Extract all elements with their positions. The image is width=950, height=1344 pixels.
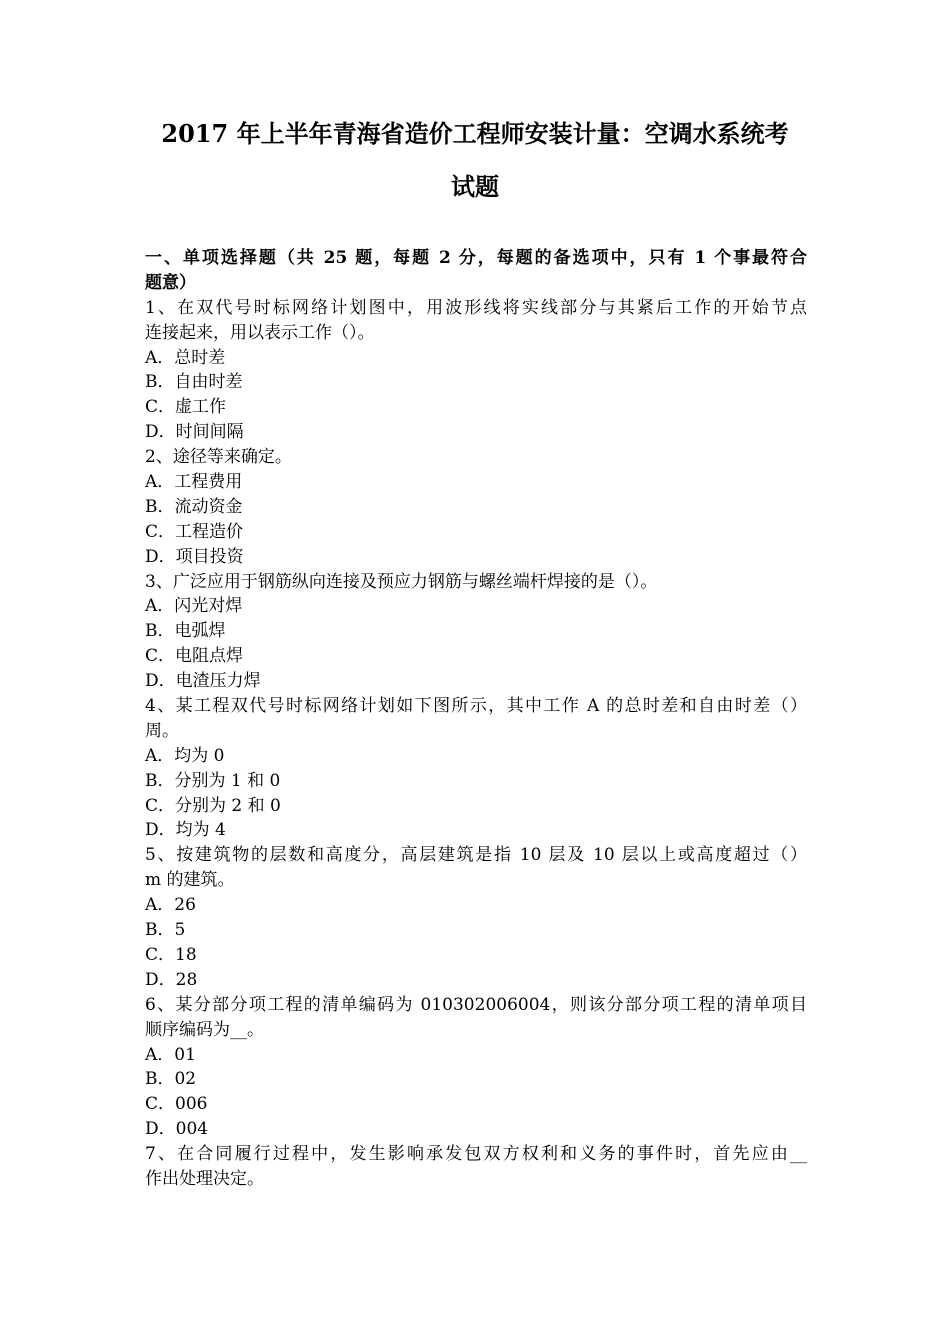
question-option: B．02 — [145, 1069, 197, 1090]
question-stem-line: 3、广泛应用于钢筋纵向连接及预应力钢筋与螺丝端杆焊接的是（）。 — [145, 571, 658, 592]
question-option: D．28 — [145, 969, 198, 990]
question-option: D．时间间隔 — [145, 422, 244, 443]
question-option: C．006 — [145, 1094, 208, 1115]
document-body — [145, 246, 807, 1192]
question-option: C．电阻点焊 — [145, 646, 244, 667]
question-option: A．总时差 — [145, 347, 226, 368]
question-option: A．工程费用 — [145, 472, 243, 493]
question-option: D．项目投资 — [145, 546, 244, 567]
question-option: C．18 — [145, 944, 197, 965]
question-1 — [145, 296, 807, 445]
question-option: A．均为 0 — [145, 745, 225, 766]
question-stem-line: m 的建筑。 — [145, 870, 235, 891]
question-stem-line: 7、在合同履行过程中，发生影响承发包双方权利和义务的事件时，首先应由__ — [145, 1144, 807, 1165]
question-option: C．分别为 2 和 0 — [145, 795, 281, 816]
question-stem-line: 顺序编码为__。 — [145, 1019, 264, 1040]
question-5 — [145, 843, 807, 992]
question-option: B．自由时差 — [145, 372, 243, 393]
section-heading-line2: 题意） — [145, 272, 196, 293]
question-2 — [145, 445, 807, 569]
question-stem-line: 6、某分部分项工程的清单编码为 010302006004，则该分部分项工程的清单项目 — [145, 994, 807, 1015]
question-stem-line: 连接起来，用以表示工作（）。 — [145, 322, 375, 343]
question-option: A．闪光对焊 — [145, 596, 243, 617]
question-option: A．26 — [145, 895, 196, 916]
question-6 — [145, 993, 807, 1142]
question-7 — [145, 1142, 807, 1192]
question-stem-line: 4、某工程双代号时标网络计划如下图所示，其中工作 A 的总时差和自由时差（） — [145, 696, 807, 717]
question-stem-line: 作出处理决定。 — [145, 1168, 264, 1189]
question-option: D．均为 4 — [145, 820, 226, 841]
question-option: C．工程造价 — [145, 521, 244, 542]
document-title-line2: 试题 — [451, 172, 499, 201]
question-option: B．流动资金 — [145, 496, 243, 517]
question-option: D．电渣压力焊 — [145, 671, 261, 692]
question-option: B．分别为 1 和 0 — [145, 770, 281, 791]
question-option: B．电弧焊 — [145, 621, 226, 642]
question-4 — [145, 694, 807, 843]
question-stem-line: 1、在双代号时标网络计划图中，用波形线将实线部分与其紧后工作的开始节点 — [145, 297, 807, 318]
question-stem-line: 5、按建筑物的层数和高度分，高层建筑是指 10 层及 10 层以上或高度超过（） — [145, 845, 807, 866]
question-3 — [145, 570, 807, 694]
question-option: D．004 — [145, 1119, 209, 1140]
question-stem-line: 周。 — [145, 720, 179, 741]
document-title-line1: 2017 年上半年青海省造价工程师安装计量：空调水系统考 — [161, 119, 789, 148]
question-option: B．5 — [145, 920, 186, 941]
question-stem-line: 2、途径等来确定。 — [145, 447, 292, 468]
question-option: A．01 — [145, 1044, 196, 1065]
section-heading-line1: 一、单项选择题（共 25 题，每题 2 分，每题的备选项中，只有 1 个事最符合 — [145, 248, 807, 268]
question-option: C．虚工作 — [145, 397, 227, 418]
